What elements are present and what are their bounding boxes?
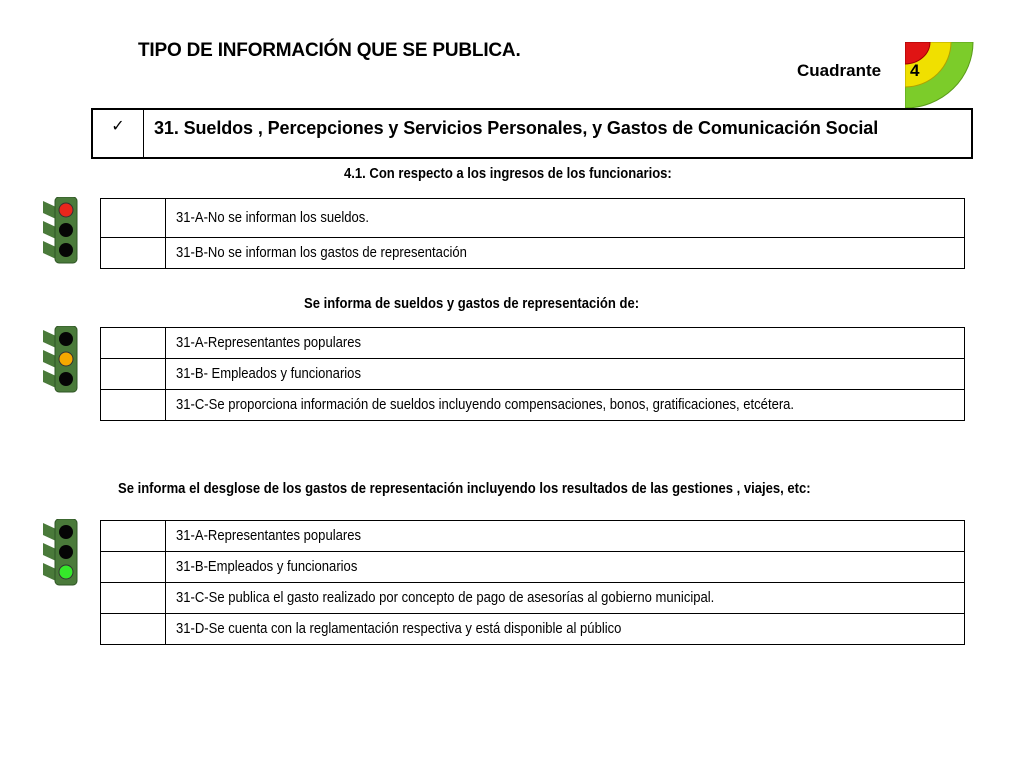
score-cell[interactable] (101, 521, 166, 552)
score-cell[interactable] (101, 390, 166, 421)
table-row (101, 583, 965, 614)
page-title: TIPO DE INFORMACIÓN QUE SE PUBLICA. (138, 40, 521, 61)
score-cell[interactable] (101, 199, 166, 238)
criteria-table (100, 327, 965, 421)
criteria-cell: 31-B-Empleados y funcionarios (166, 552, 965, 583)
category-title: 31. Sueldos , Percepciones y Servicios Personales, y Gastos de Comunicación Social (154, 118, 879, 138)
table-row (101, 552, 965, 583)
traffic-light-green-icon (43, 519, 79, 587)
cuadrante-label: Cuadrante (797, 61, 882, 80)
score-cell[interactable] (101, 328, 166, 359)
table-row (101, 521, 965, 552)
table-row (101, 199, 965, 238)
criteria-cell: 31-C-Se publica el gasto realizado por concepto de pago de asesorías al gobierno municipal. (166, 583, 965, 614)
checkmark-icon: ✓ (93, 110, 144, 157)
table-row (101, 359, 965, 390)
table-row (101, 328, 965, 359)
score-cell[interactable] (101, 583, 166, 614)
traffic-light-yellow-icon (43, 326, 79, 394)
score-cell[interactable] (101, 359, 166, 390)
criteria-cell: 31-B-No se informan los gastos de representación (166, 238, 965, 269)
table-row (101, 238, 965, 269)
table-row (101, 614, 965, 645)
score-cell[interactable] (101, 614, 166, 645)
score-cell[interactable] (101, 552, 166, 583)
criteria-cell: 31-A-Representantes populares (166, 521, 965, 552)
criteria-cell: 31-D-Se cuenta con la reglamentación respectiva y está disponible al público (166, 614, 965, 645)
criteria-table (100, 198, 965, 269)
category-header-table (91, 108, 973, 159)
score-cell[interactable] (101, 238, 166, 269)
section-heading: 4.1. Con respecto a los ingresos de los funcionarios: (344, 166, 672, 182)
criteria-cell: 31-A-Representantes populares (166, 328, 965, 359)
section-heading: Se informa de sueldos y gastos de representación de: (304, 296, 640, 312)
criteria-table (100, 520, 965, 645)
criteria-cell: 31-C-Se proporciona información de sueldos incluyendo compensaciones, bonos, gratificaciones, etcétera. (166, 390, 965, 421)
table-row (101, 390, 965, 421)
criteria-cell: 31-B- Empleados y funcionarios (166, 359, 965, 390)
section-heading: Se informa el desglose de los gastos de representación incluyendo los resultados de las gestiones , viajes, etc: (118, 481, 811, 497)
quadrant-number: 4 (910, 61, 920, 80)
traffic-light-red-icon (43, 197, 79, 265)
criteria-cell: 31-A-No se informan los sueldos. (166, 199, 965, 238)
